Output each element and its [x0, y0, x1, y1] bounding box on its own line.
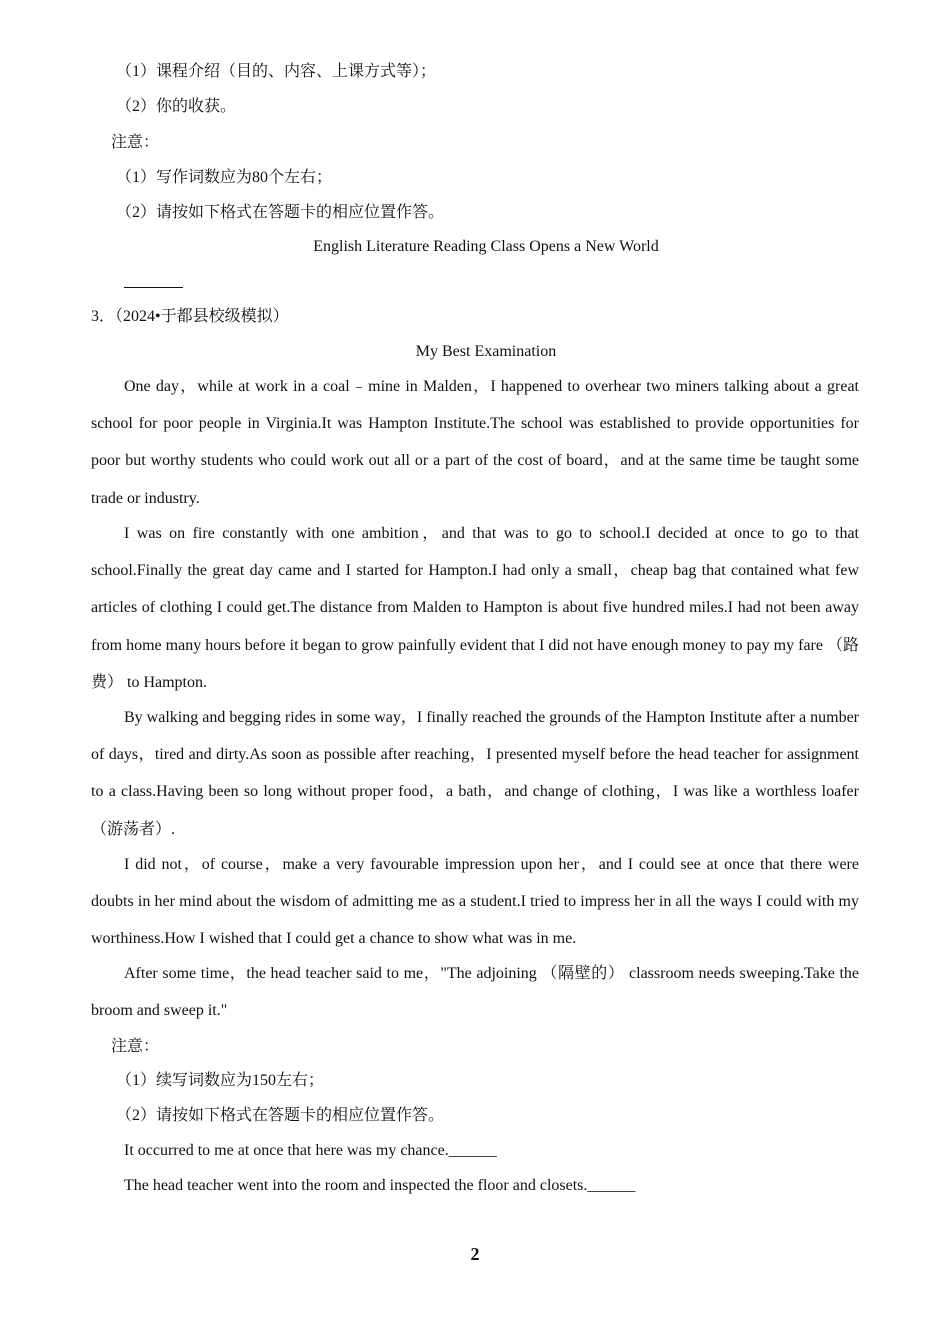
note-label: 注意： — [111, 134, 160, 151]
page-number: 2 — [470, 1244, 480, 1264]
note2-item-2: （2）请按如下格式在答题卡的相应位置作答。 — [116, 1107, 445, 1124]
note-item-2: （2）请按如下格式在答题卡的相应位置作答。 — [116, 204, 445, 221]
note-item-1: （1）写作词数应为80个左右； — [116, 169, 333, 186]
writing-title: English Literature Reading Class Opens a New World — [313, 238, 659, 255]
continuation-prompt-2: The head teacher went into the room and inspected the floor and closets.______ — [124, 1177, 636, 1194]
passage-paragraph-2: I was on fire constantly with one ambition，and that was to go to school.I decided at once to go to that school.Finally the great day came and I started for Hampton.I had only a small，cheap bag that contained what few articles of clothing I could get.The distance from Malden to Hampton is about five hundred miles.I had not been away from home many hours before it began to grow painfully evident that I did not have enough money to pay my fare （路费） to Hampton. — [91, 525, 859, 691]
question-number: 3．（2024•于都县校级模拟） — [91, 308, 289, 325]
continuation-prompt-1: It occurred to me at once that here was my chance.______ — [124, 1142, 497, 1159]
passage-title: My Best Examination — [415, 343, 557, 360]
passage-paragraph-1: One day，while at work in a coal﹣mine in Malden，I happened to overhear two miners talking about a great school for poor people in Virginia.It was Hampton Institute.The school was established to provide opportunities for poor but worthy students who could work out all or a part of the cost of board，and at the same time be taught some trade or industry. — [91, 378, 859, 507]
answer-blank — [124, 287, 183, 288]
passage-paragraph-4: I did not，of course，make a very favourable impression upon her，and I could see at once that there were doubts in her mind about the wisdom of admitting me as a student.I tried to impress her in all the ways I could with my worthiness.How I wished that I could get a chance to show what was in me. — [91, 856, 859, 948]
note2-item-1: （1）续写词数应为150左右； — [116, 1072, 325, 1089]
passage-paragraph-5: After some time，the head teacher said to me，"The adjoining （隔壁的） classroom needs sweeping.Take the broom and sweep it." — [91, 965, 859, 1020]
passage-paragraph-3: By walking and begging rides in some way，I finally reached the grounds of the Hampton Institute after a number of days，tired and dirty.As soon as possible after reaching，I presented myself before the head teacher for assignment to a class.Having been so long without proper food，a bath，and change of clothing，I was like a worthless loafer （游荡者）. — [91, 709, 859, 838]
note-label-2: 注意： — [111, 1038, 160, 1055]
intro-item-1: （1）课程介绍（目的、内容、上课方式等）； — [116, 63, 437, 80]
intro-item-2: （2）你的收获。 — [116, 98, 237, 115]
